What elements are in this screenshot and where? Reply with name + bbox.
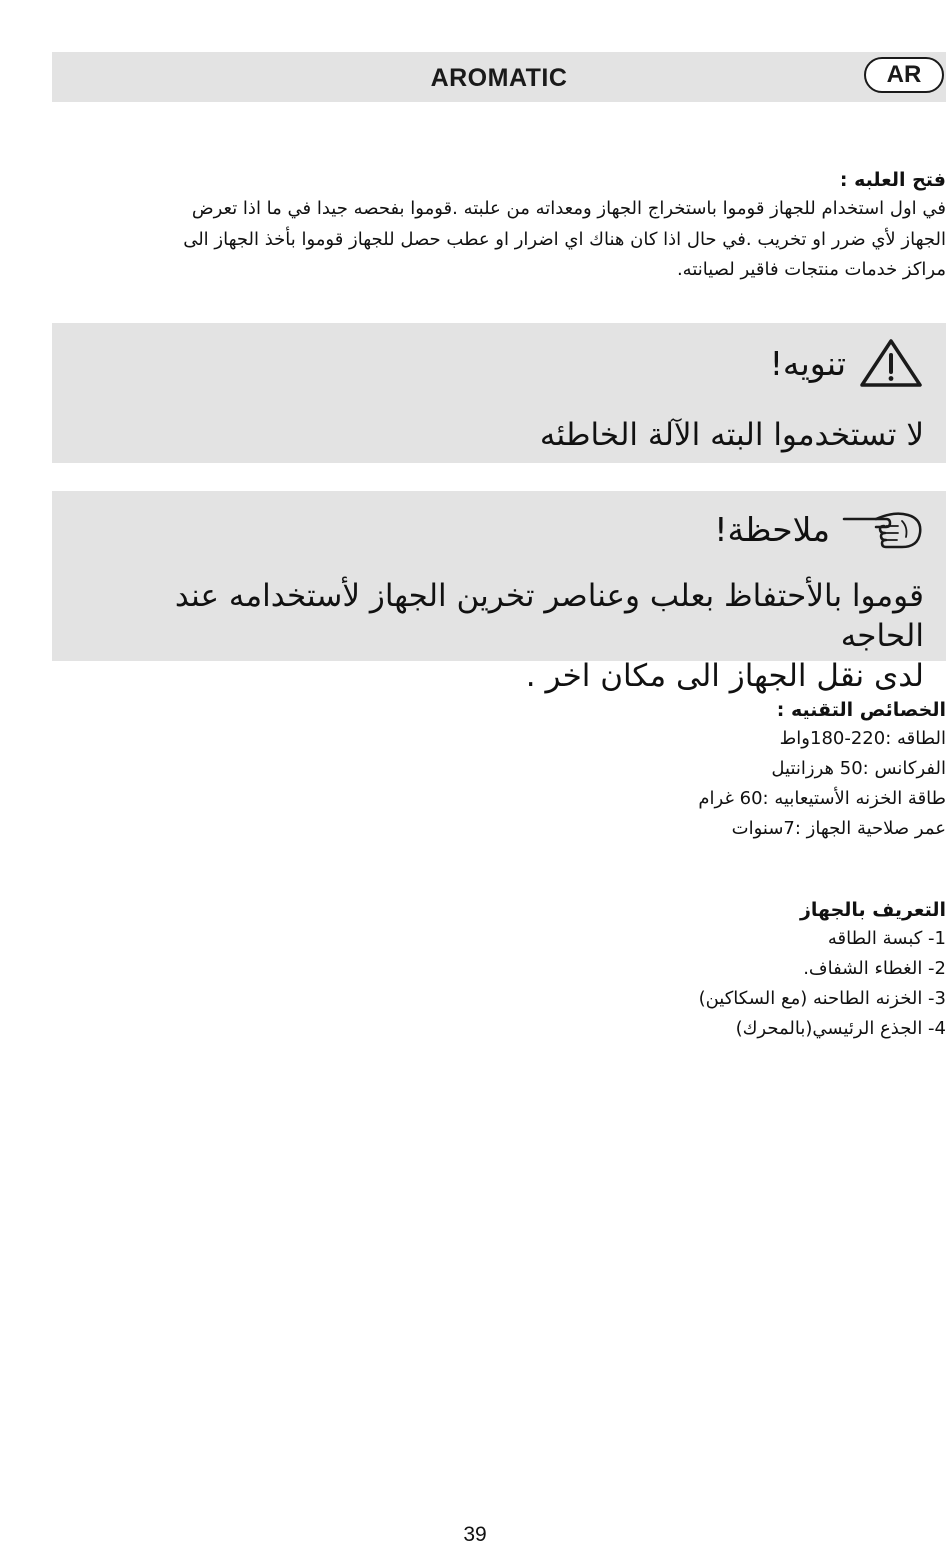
opening-line: مراكز خدمات منتجات فاقير لصيانته. (676, 259, 946, 280)
header-bar (52, 52, 946, 102)
pointing-hand-icon (842, 507, 924, 551)
opening-line: الجهاز لأي ضرر او تخريب .في حال اذا كان هناك اي اضرار او عطب حصل للجهاز قوموا بأخذ الجهاز الى (183, 228, 946, 250)
opening-line: في اول استخدام للجهاز قوموا باستخراج الجهاز ومعداته من علبته .قوموا بفحصه جيدا في ما اذا تعرض (191, 198, 946, 219)
spec-item: طاقة الخزنه الأستيعابيه :60 غرام (698, 788, 946, 809)
parts-title: التعريف بالجهاز (799, 899, 946, 921)
warning-callout (52, 323, 946, 463)
note-callout (52, 491, 946, 694)
part-item: 2- الغطاء الشفاف. (803, 958, 946, 979)
spec-item: الفركانس :50 هرزانتيل (771, 758, 946, 779)
specs-section (86, 696, 946, 844)
note-text (84, 576, 924, 696)
part-item: 1- كبسة الطاقه (827, 928, 946, 949)
language-badge: AR (864, 57, 944, 93)
spec-item: عمر صلاحية الجهاز :7سنوات (731, 818, 946, 839)
specs-title: الخصائص التقنيه : (776, 699, 946, 721)
product-title: AROMATIC (430, 64, 568, 92)
warning-text: لا تستخدموا البته الآلة الخاطئه (539, 417, 924, 453)
note-line: لدى نقل الجهاز الى مكان اخر . (525, 658, 924, 694)
spec-item: الطاقه :220-180واط (779, 728, 946, 749)
warning-title: تنويه! (769, 343, 846, 383)
opening-section (86, 166, 946, 286)
page-number: 39 (463, 1523, 487, 1546)
note-line: قوموا بالأحتفاظ بعلب وعناصر تخرين الجهاز لأستخدامه عند الحاجه (174, 578, 924, 654)
note-title: ملاحظة! (714, 509, 830, 549)
warning-triangle-icon (858, 337, 924, 389)
parts-section (86, 896, 946, 1044)
part-item: 3- الخزنه الطاحنه (مع السكاكين) (698, 988, 946, 1009)
part-item: 4- الجذع الرئيسي(بالمحرك) (735, 1018, 946, 1039)
opening-title: فتح العلبه : (839, 169, 946, 191)
